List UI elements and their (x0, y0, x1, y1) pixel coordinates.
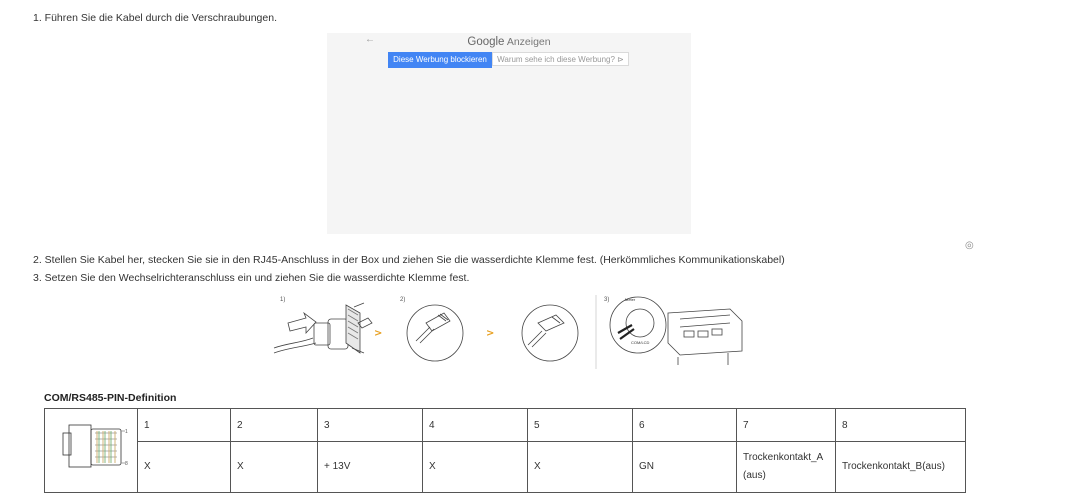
crimped-cable-drawing (522, 305, 578, 361)
pin-value-cell: Trockenkontakt_A (aus) (737, 442, 836, 493)
pin-number-cell: 3 (318, 409, 423, 442)
pin-value-cell: GN (633, 442, 737, 493)
pin-value-cell: X (138, 442, 231, 493)
pin-value-cell: X (423, 442, 528, 493)
pin-definition-table (44, 408, 966, 493)
back-arrow-icon[interactable]: ← (365, 34, 375, 45)
figure-label-1: 1) (280, 297, 286, 303)
pin-number-cell: 7 (737, 409, 836, 442)
pin-number-cell: 8 (836, 409, 966, 442)
block-ad-button[interactable]: Diese Werbung blockieren (388, 52, 492, 68)
arrow-icon: > (374, 328, 383, 339)
arrow-icon: > (486, 328, 495, 339)
step-2-text: 2. Stellen Sie Kabel her, stecken Sie sie in den RJ45-Anschluss in der Box und ziehen Sie die wasserdichte Klemme fest. (Herkömmliches Kommunikationskabel) (33, 254, 785, 266)
pin-number-cell: 6 (633, 409, 737, 442)
ad-container (327, 33, 691, 234)
cable-gland-drawing (274, 297, 372, 353)
pin-number-cell: 1 (138, 409, 231, 442)
rj45-connector-drawing (400, 297, 463, 361)
ad-header (327, 36, 691, 48)
ad-label: Anzeigen (506, 36, 551, 48)
com-lcd-label: COM/LCD (631, 340, 650, 345)
pin-number-cell: 5 (528, 409, 633, 442)
pin-value-cell: Trockenkontakt_B(aus) (836, 442, 966, 493)
google-brand: Google (467, 36, 505, 48)
why-this-ad-button[interactable]: Warum sehe ich diese Werbung? ⊳ (492, 52, 629, 66)
figure-label-3: 3) (604, 297, 610, 303)
meter-label: Meter (625, 297, 636, 302)
pin-value-cell: X (528, 442, 633, 493)
step-1-text: 1. Führen Sie die Kabel durch die Verschraubungen. (33, 12, 277, 24)
pin-number-cell: 4 (423, 409, 528, 442)
pin-number-row (45, 409, 966, 442)
pin-value-row (45, 442, 966, 493)
step-3-text: 3. Setzen Sie den Wechselrichteranschluss ein und ziehen Sie die wasserdichte Klemme fest. (33, 272, 470, 284)
inverter-connection-drawing (604, 297, 742, 365)
pin-definition-title: COM/RS485-PIN-Definition (44, 392, 177, 404)
svg-text:8: 8 (125, 461, 128, 467)
pin-value-cell: + 13V (318, 442, 423, 493)
pin-value-cell: X (231, 442, 318, 493)
pin-number-cell: 2 (231, 409, 318, 442)
assembly-illustration (268, 293, 748, 373)
figure-label-2: 2) (400, 297, 406, 303)
svg-text:1: 1 (125, 429, 128, 435)
gear-icon[interactable]: ◎ (965, 240, 974, 251)
rj45-connector-image (45, 409, 138, 493)
